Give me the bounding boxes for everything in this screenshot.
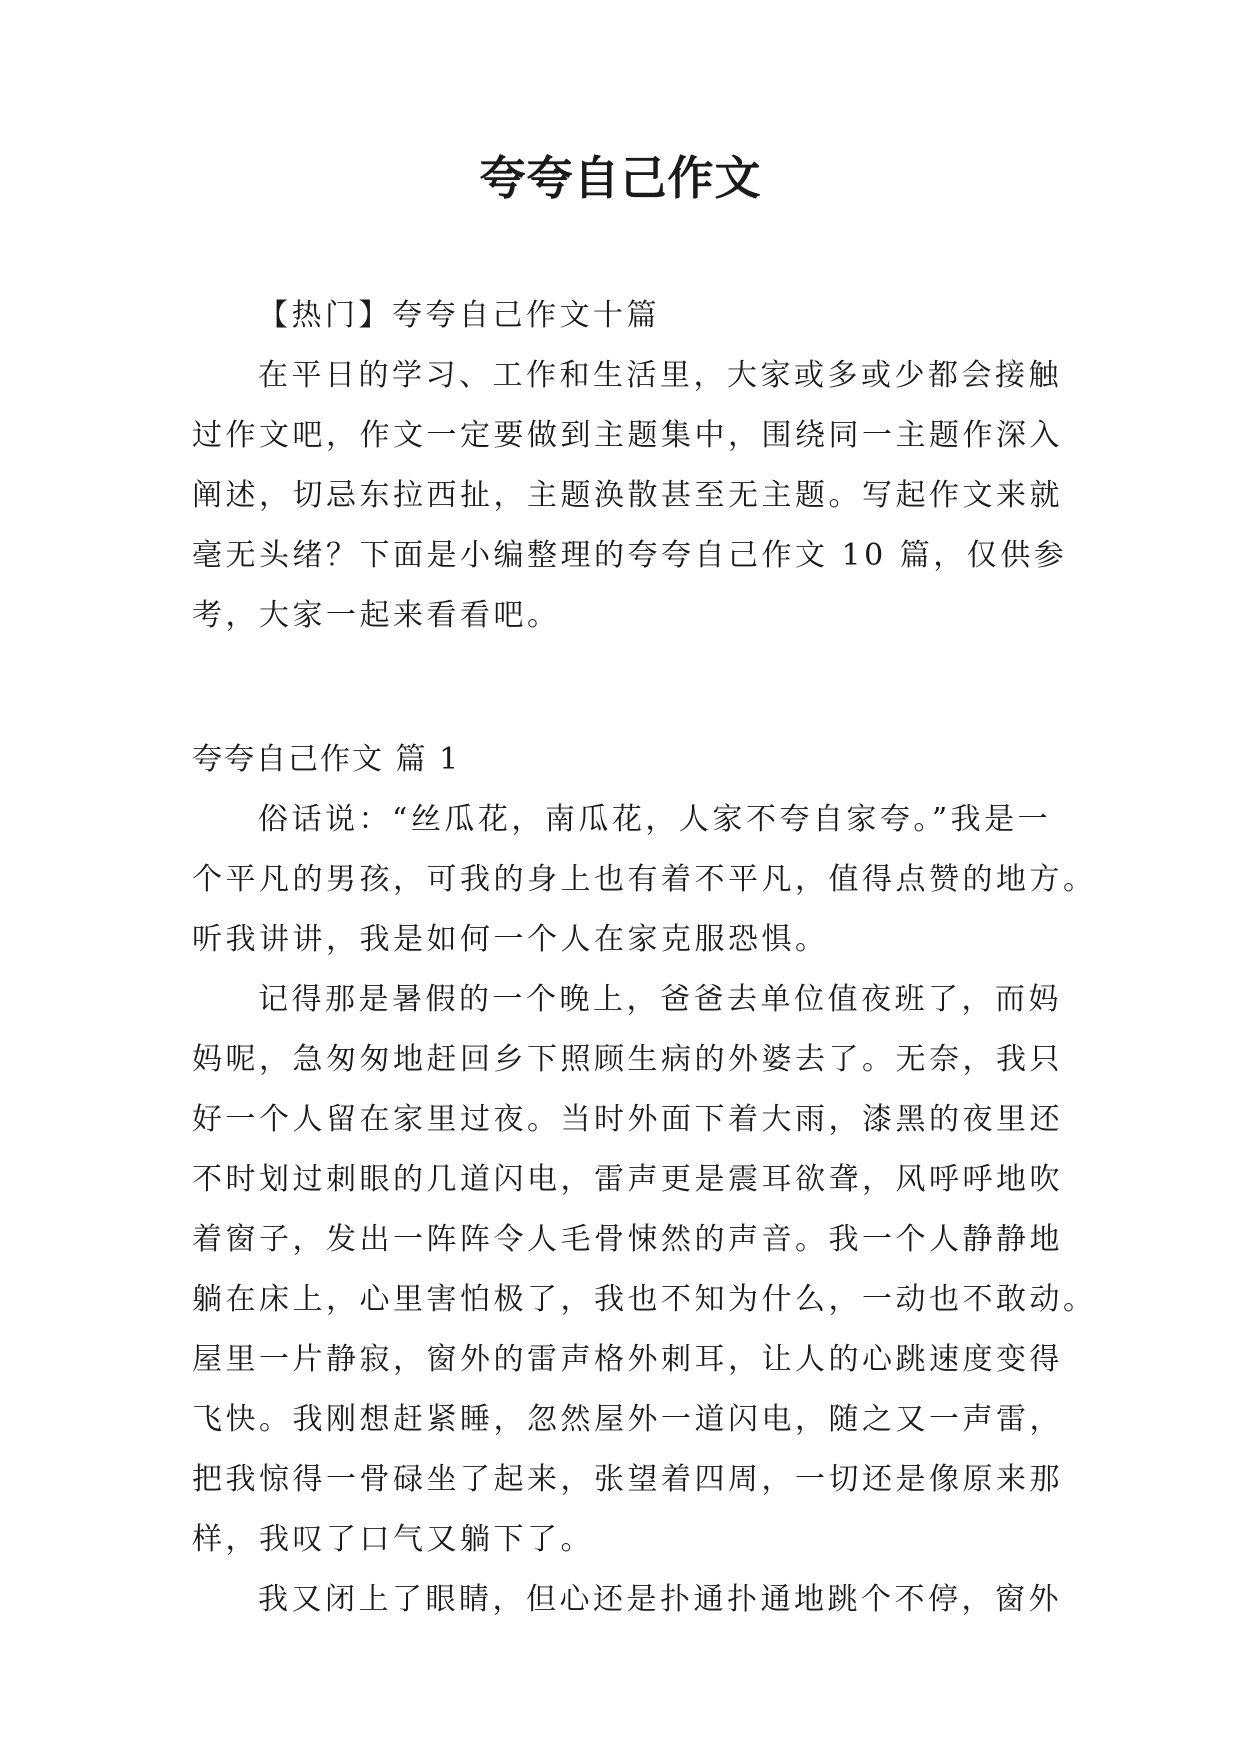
section-spacer [192, 646, 1052, 730]
intro-line: 毫无头绪？下面是小编整理的夸夸自己作文 10 篇，仅供参 [192, 538, 1068, 573]
intro-heading: 【热门】夸夸自己作文十篇 [258, 298, 660, 333]
paragraph-line: 俗话说：“丝瓜花，南瓜花，人家不夸自家夸。”我是一 [258, 802, 1052, 837]
paragraph-line: 听我讲讲，我是如何一个人在家克服恐惧。 [192, 922, 829, 957]
intro-line: 在平日的学习、工作和生活里，大家或多或少都会接触 [258, 358, 1062, 393]
paragraph-line: 样，我叹了口气又躺下了。 [192, 1522, 594, 1557]
intro-line: 阐述，切忌东拉西扯，主题涣散甚至无主题。写起作文来就 [192, 478, 1063, 513]
paragraph-line: 躺在床上，心里害怕极了，我也不知为什么，一动也不敢动。 [192, 1282, 1097, 1317]
paragraph-line: 不时划过刺眼的几道闪电，雷声更是震耳欲聋，风呼呼地吹 [192, 1162, 1063, 1197]
paragraph-line: 妈呢，急匆匆地赶回乡下照顾生病的外婆去了。无奈，我只 [192, 1042, 1063, 1077]
paragraph-line: 好一个人留在家里过夜。当时外面下着大雨，漆黑的夜里还 [192, 1102, 1063, 1137]
paragraph-line: 我又闭上了眼睛，但心还是扑通扑通地跳个不停，窗外 [258, 1582, 1062, 1617]
paragraph-line: 记得那是暑假的一个晚上，爸爸去单位值夜班了，而妈 [258, 982, 1062, 1017]
intro-line: 考，大家一起来看看吧。 [192, 598, 561, 633]
document-body [192, 286, 1097, 1630]
document-title: 夸夸自己作文 [479, 151, 762, 205]
paragraph-line: 屋里一片静寂，窗外的雷声格外刺耳，让人的心跳速度变得 [192, 1342, 1063, 1377]
intro-line: 过作文吧，作文一定要做到主题集中，围绕同一主题作深入 [192, 418, 1063, 453]
paragraph-line: 把我惊得一骨碌坐了起来，张望着四周，一切还是像原来那 [192, 1462, 1063, 1497]
paragraph-line: 个平凡的男孩，可我的身上也有着不平凡，值得点赞的地方。 [192, 862, 1097, 897]
paragraph-line: 飞快。我刚想赶紧睡，忽然屋外一道闪电，随之又一声雷， [192, 1402, 1063, 1437]
section-heading: 夸夸自己作文 篇 1 [192, 742, 461, 777]
paragraph-line: 着窗子，发出一阵阵令人毛骨悚然的声音。我一个人静静地 [192, 1222, 1063, 1257]
